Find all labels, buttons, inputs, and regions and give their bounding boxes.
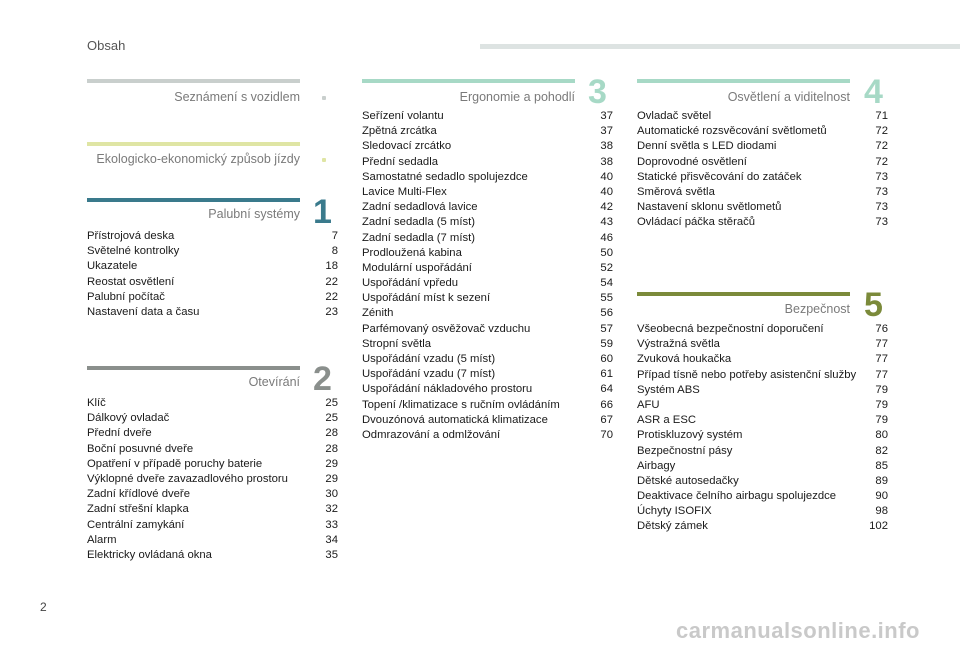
toc-entry-label: Uspořádání míst k sezení	[362, 292, 491, 305]
toc-entry-label: Směrová světla	[637, 185, 715, 198]
toc-entry[interactable]	[362, 413, 613, 428]
toc-entry-label: Systém ABS	[637, 383, 700, 396]
toc-entry-label: Uspořádání vzadu (7 míst)	[362, 368, 496, 381]
toc-entry-page: 80	[875, 429, 888, 442]
toc-entry-page: 70	[600, 428, 613, 441]
toc-entry[interactable]	[362, 306, 613, 321]
toc-entry[interactable]	[362, 382, 613, 397]
toc-entry-label: Reostat osvětlení	[87, 275, 175, 288]
toc-entry-page: 82	[875, 444, 888, 457]
toc-entry-label: Automatické rozsvěcování světlometů	[637, 125, 827, 138]
toc-entry-page: 18	[325, 260, 338, 273]
section-number-5: 5	[864, 286, 883, 324]
toc-entry-page: 38	[600, 155, 613, 168]
toc-entry-page: 34	[325, 533, 338, 546]
toc-entry-page: 73	[875, 185, 888, 198]
toc-entry-page: 66	[600, 398, 613, 411]
toc-entry[interactable]	[637, 200, 888, 215]
toc-entry[interactable]	[87, 502, 338, 517]
toc-entry[interactable]	[362, 428, 613, 443]
toc-entry-page: 42	[600, 201, 613, 214]
toc-entry-label: Zpětná zrcátka	[362, 125, 437, 138]
toc-entry[interactable]	[362, 139, 613, 154]
toc-entry-page: 72	[875, 155, 888, 168]
toc-entry[interactable]	[637, 322, 888, 337]
toc-entry-page: 37	[600, 110, 613, 122]
toc-entry[interactable]	[637, 474, 888, 489]
toc-entry[interactable]	[637, 124, 888, 139]
toc-entry-label: Uspořádání nákladového prostoru	[362, 383, 533, 396]
toc-entry[interactable]	[637, 413, 888, 428]
toc-entry-label: ASR a ESC	[637, 414, 697, 427]
toc-entry-label: Stropní světla	[362, 337, 432, 350]
toc-entry-page: 77	[875, 338, 888, 351]
toc-entry-label: Dálkový ovladač	[87, 412, 170, 425]
toc-entry[interactable]	[362, 200, 613, 215]
toc-entry-label: Denní světla s LED diodami	[637, 140, 777, 153]
toc-entry-label: Přední sedadla	[362, 155, 438, 168]
header-rule	[480, 44, 960, 49]
toc-entry-page: 90	[875, 490, 888, 503]
section-bar-4	[637, 79, 850, 83]
toc-entry[interactable]	[637, 504, 888, 519]
toc-entry-label: Modulární uspořádání	[362, 261, 472, 274]
section-title-1[interactable]: Palubní systémy	[208, 207, 300, 221]
toc-entry[interactable]	[362, 246, 613, 261]
toc-entry[interactable]	[362, 170, 613, 185]
toc-entry-page: 40	[600, 170, 613, 183]
toc-entry[interactable]	[87, 411, 338, 426]
toc-entry[interactable]	[87, 426, 338, 441]
toc-entry-page: 98	[875, 505, 888, 518]
toc-entry-page: 73	[875, 201, 888, 214]
toc-entry[interactable]	[362, 352, 613, 367]
toc-entry-label: Opatření v případě poruchy baterie	[87, 457, 263, 470]
toc-entry-page: 61	[600, 368, 613, 381]
section-number-4: 4	[864, 73, 883, 111]
toc-entry[interactable]	[637, 139, 888, 154]
toc-entry[interactable]	[637, 383, 888, 398]
toc-entry-label: Elektricky ovládaná okna	[87, 548, 212, 561]
toc-entry-label: Uspořádání vpředu	[362, 277, 459, 290]
section-bar-1	[87, 198, 300, 202]
toc-entry-label: Parfémovaný osvěžovač vzduchu	[362, 322, 531, 335]
toc-entry-page: 55	[600, 292, 613, 305]
toc-entry-label: Centrální zamykání	[87, 518, 185, 531]
toc-entry-page: 30	[325, 488, 338, 501]
toc-entry[interactable]	[87, 275, 338, 290]
toc-entry-label: Výstražná světla	[637, 338, 720, 351]
toc-entry[interactable]	[637, 109, 888, 124]
toc-entry-page: 22	[325, 275, 338, 288]
toc-entry-page: 38	[600, 140, 613, 153]
watermark: carmanualsonline.info	[676, 618, 920, 643]
toc-entry-page: 28	[325, 427, 338, 440]
toc-entry[interactable]	[87, 472, 338, 487]
toc-entry-label: AFU	[637, 398, 660, 411]
toc-entry-page: 73	[875, 170, 888, 183]
toc-entry[interactable]	[362, 185, 613, 200]
toc-entry-page: 79	[875, 398, 888, 411]
page-number: 2	[40, 600, 47, 614]
toc-entry-page: 35	[325, 548, 338, 561]
toc-entry-label: Seřízení volantu	[362, 110, 444, 122]
section-marker-eco	[322, 158, 326, 162]
toc-entry-page: 22	[325, 290, 338, 303]
toc-entry-page: 7	[331, 230, 338, 242]
toc-entry[interactable]	[637, 337, 888, 352]
toc-entry-label: Zvuková houkačka	[637, 353, 732, 366]
toc-entry-page: 64	[600, 383, 613, 396]
toc-entry-label: Zadní sedadlová lavice	[362, 201, 478, 214]
section-bar-2	[87, 366, 300, 370]
toc-entry-label: Ovládací páčka stěračů	[637, 216, 756, 229]
section-title-5[interactable]: Bezpečnost	[784, 302, 850, 316]
toc-entry-page: 77	[875, 368, 888, 381]
toc-entry[interactable]	[87, 457, 338, 472]
toc-entry-label: Zadní sedadla (7 míst)	[362, 231, 476, 244]
toc-entry[interactable]	[87, 548, 338, 563]
toc-entry-page: 102	[869, 520, 888, 533]
toc-entry-label: Boční posuvné dveře	[87, 442, 194, 455]
toc-entry[interactable]	[362, 322, 613, 337]
toc-entry-page: 72	[875, 125, 888, 138]
toc-entry[interactable]	[637, 170, 888, 185]
toc-entry-page: 25	[325, 397, 338, 409]
toc-entry-label: Přístrojová deska	[87, 230, 175, 242]
section-title-2[interactable]: Otevírání	[248, 375, 300, 389]
toc-entry[interactable]	[637, 155, 888, 170]
toc-entry-label: Airbagy	[637, 459, 676, 472]
toc-entry-label: Světelné kontrolky	[87, 245, 180, 258]
toc-entry-page: 79	[875, 414, 888, 427]
toc-entry[interactable]	[87, 533, 338, 548]
toc-list-1	[87, 229, 338, 320]
toc-entry-page: 43	[600, 216, 613, 229]
toc-entry-page: 29	[325, 472, 338, 485]
section-title-intro[interactable]: Seznámení s vozidlem	[174, 90, 300, 104]
toc-entry[interactable]	[362, 261, 613, 276]
section-bar-5	[637, 292, 850, 296]
section-number-2: 2	[313, 360, 332, 398]
toc-entry[interactable]	[362, 276, 613, 291]
toc-entry-page: 73	[875, 216, 888, 229]
toc-entry-page: 46	[600, 231, 613, 244]
toc-entry[interactable]	[87, 244, 338, 259]
toc-entry[interactable]	[87, 518, 338, 533]
toc-list-4	[637, 109, 888, 231]
toc-entry-page: 37	[600, 125, 613, 138]
toc-entry-page: 52	[600, 261, 613, 274]
toc-entry[interactable]	[637, 352, 888, 367]
section-title-4[interactable]: Osvětlení a viditelnost	[727, 90, 850, 104]
toc-entry-label: Prodloužená kabina	[362, 246, 462, 259]
toc-entry[interactable]	[362, 231, 613, 246]
toc-entry[interactable]	[87, 259, 338, 274]
toc-entry[interactable]	[637, 428, 888, 443]
toc-entry[interactable]	[362, 398, 613, 413]
toc-entry[interactable]	[362, 337, 613, 352]
toc-entry[interactable]	[87, 229, 338, 244]
section-number-1: 1	[313, 193, 332, 231]
toc-entry-label: Alarm	[87, 533, 117, 546]
toc-entry-label: Doprovodné osvětlení	[637, 155, 747, 168]
toc-entry[interactable]	[637, 519, 888, 534]
toc-entry-page: 72	[875, 140, 888, 153]
toc-entry-label: Nastavení data a času	[87, 305, 200, 318]
toc-entry-label: Všeobecná bezpečnostní doporučení	[637, 323, 824, 335]
toc-entry-page: 67	[600, 413, 613, 426]
toc-entry-label: Dvouzónová automatická klimatizace	[362, 413, 548, 426]
toc-entry-label: Sledovací zrcátko	[362, 140, 452, 153]
toc-entry[interactable]	[637, 459, 888, 474]
toc-entry[interactable]	[87, 305, 338, 320]
toc-entry-label: Nastavení sklonu světlometů	[637, 201, 782, 214]
toc-entry-label: Statické přisvěcování do zatáček	[637, 170, 802, 183]
toc-entry[interactable]	[87, 290, 338, 305]
toc-entry-label: Zadní sedadla (5 míst)	[362, 216, 476, 229]
toc-entry-label: Úchyty ISOFIX	[637, 505, 712, 518]
toc-entry-page: 54	[600, 277, 613, 290]
toc-entry-page: 77	[875, 353, 888, 366]
toc-entry[interactable]	[637, 368, 888, 383]
toc-entry[interactable]	[637, 398, 888, 413]
toc-entry-page: 76	[875, 323, 888, 335]
toc-entry-page: 32	[325, 503, 338, 516]
toc-entry[interactable]	[362, 155, 613, 170]
toc-entry-page: 89	[875, 474, 888, 487]
section-number-3: 3	[588, 73, 607, 111]
toc-entry[interactable]	[362, 215, 613, 230]
toc-entry-label: Ovladač světel	[637, 110, 712, 122]
toc-entry[interactable]	[637, 215, 888, 230]
section-marker-intro	[322, 96, 326, 100]
toc-entry-label: Ukazatele	[87, 260, 138, 273]
toc-entry[interactable]	[87, 396, 338, 411]
section-title-3[interactable]: Ergonomie a pohodlí	[459, 90, 575, 104]
toc-entry-page: 28	[325, 442, 338, 455]
toc-entry-page: 25	[325, 412, 338, 425]
toc-entry-page: 40	[600, 185, 613, 198]
toc-entry-label: Přední dveře	[87, 427, 152, 440]
toc-entry-label: Zadní křídlové dveře	[87, 488, 190, 501]
toc-entry[interactable]	[362, 367, 613, 382]
toc-entry-page: 29	[325, 457, 338, 470]
toc-entry-label: Případ tísně nebo potřeby asistenční služby	[637, 368, 857, 381]
toc-entry-page: 60	[600, 353, 613, 365]
toc-entry-page: 85	[875, 459, 888, 472]
toc-entry-label: Samostatné sedadlo spolujezdce	[362, 170, 528, 183]
toc-entry-page: 8	[331, 245, 338, 258]
toc-entry-page: 71	[875, 110, 888, 122]
toc-entry[interactable]	[87, 487, 338, 502]
toc-entry-label: Palubní počítač	[87, 290, 165, 303]
toc-entry[interactable]	[637, 185, 888, 200]
toc-entry[interactable]	[362, 291, 613, 306]
toc-entry-label: Protiskluzový systém	[637, 429, 743, 442]
toc-entry[interactable]	[637, 444, 888, 459]
toc-entry[interactable]	[87, 442, 338, 457]
toc-entry-label: Uspořádání vzadu (5 míst)	[362, 353, 496, 365]
toc-list-3	[362, 109, 613, 443]
toc-entry-page: 59	[600, 337, 613, 350]
section-bar-intro	[87, 79, 300, 83]
toc-entry-page: 57	[600, 322, 613, 335]
toc-entry[interactable]	[362, 124, 613, 139]
toc-entry-label: Dětský zámek	[637, 520, 708, 533]
toc-entry-label: Deaktivace čelního airbagu spolujezdce	[637, 490, 837, 503]
section-bar-3	[362, 79, 575, 83]
toc-list-2	[87, 396, 338, 563]
toc-entry-label: Bezpečnostní pásy	[637, 444, 733, 457]
toc-entry-label: Lavice Multi-Flex	[362, 185, 447, 198]
toc-entry-label: Zadní střešní klapka	[87, 503, 189, 516]
toc-entry-label: Klíč	[87, 397, 106, 409]
toc-entry-page: 50	[600, 246, 613, 259]
toc-entry-page: 56	[600, 307, 613, 320]
toc-entry[interactable]	[637, 489, 888, 504]
section-bar-eco	[87, 142, 300, 146]
toc-list-5	[637, 322, 888, 535]
toc-entry-page: 33	[325, 518, 338, 531]
toc-entry-page: 23	[325, 305, 338, 318]
toc-entry-label: Výklopné dveře zavazadlového prostoru	[87, 472, 288, 485]
page-title: Obsah	[87, 38, 126, 53]
section-title-eco[interactable]: Ekologicko-ekonomický způsob jízdy	[96, 152, 300, 166]
toc-entry-label: Dětské autosedačky	[637, 474, 739, 487]
toc-entry-label: Odmrazování a odmlžování	[362, 428, 501, 441]
toc-entry-label: Zénith	[362, 307, 394, 320]
toc-entry-page: 79	[875, 383, 888, 396]
toc-entry-label: Topení /klimatizace s ručním ovládáním	[362, 398, 560, 411]
toc-entry[interactable]	[362, 109, 613, 124]
